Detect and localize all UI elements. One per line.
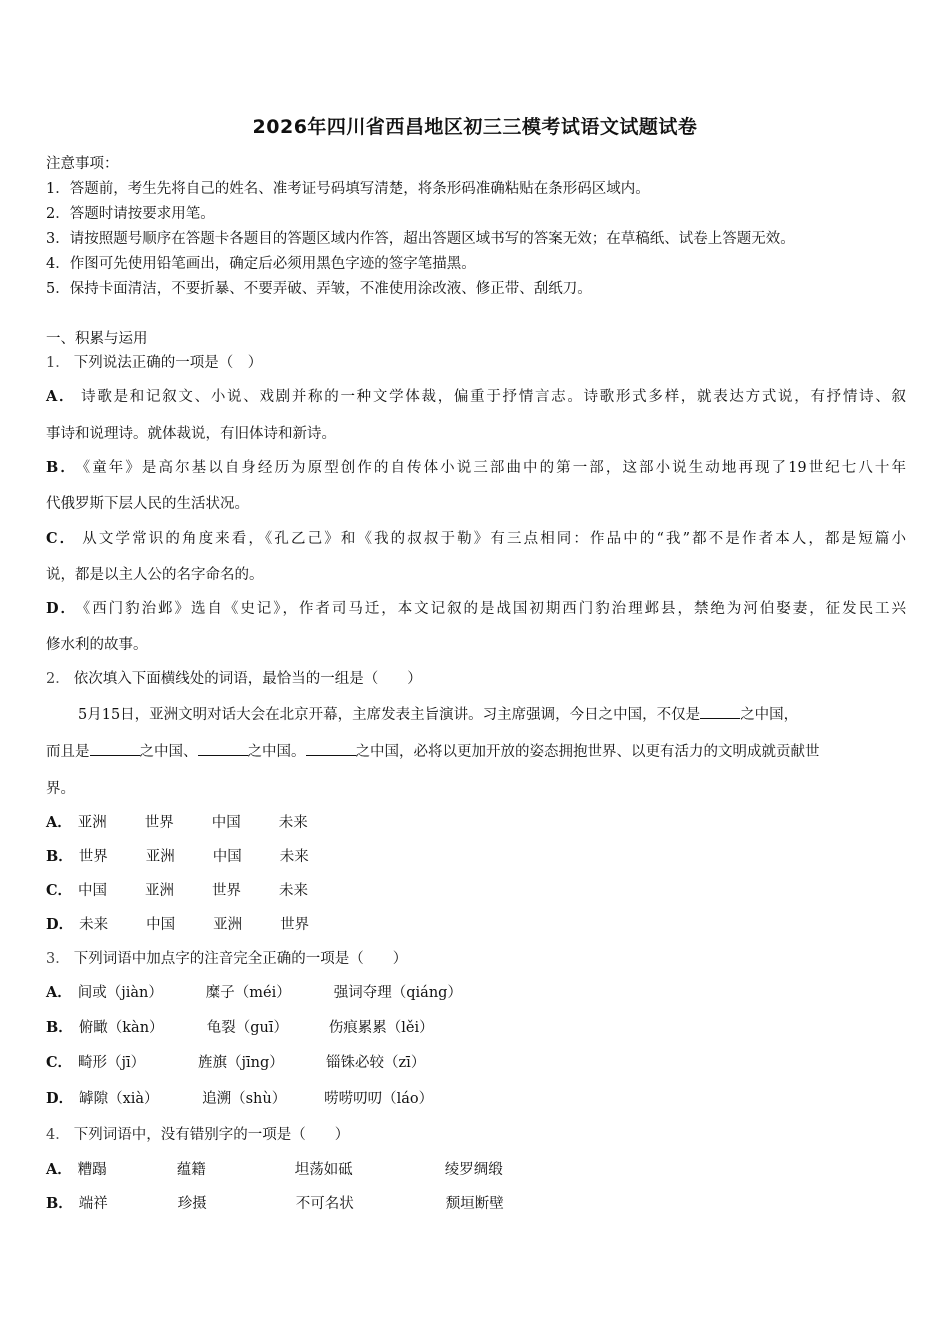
option-letter: A． bbox=[46, 1161, 72, 1178]
fill-blank bbox=[306, 741, 356, 756]
question-text: 依次填入下面横线处的词语，最恰当的一组是（ ） bbox=[73, 671, 422, 687]
option-word: 追溯（shù） bbox=[202, 1091, 287, 1107]
option-letter: C． bbox=[46, 882, 73, 899]
option-word: 未来 bbox=[279, 883, 309, 899]
option-text: 《西门豹治邺》选自《史记》，作者司马迁，本文记叙的是战国初期西门豹治理邺县，禁绝为河伯娶妻，征发民工兴 bbox=[83, 601, 906, 617]
q3-option-d bbox=[46, 1087, 906, 1108]
option-word: 间或（jiàn） bbox=[77, 985, 163, 1001]
option-letter: B． bbox=[46, 848, 73, 865]
option-word: 强词夺理（qiáng） bbox=[333, 985, 462, 1001]
option-word: 畸形（jī） bbox=[78, 1055, 146, 1071]
notice-item: 5．保持卡面清洁，不要折暴、不要弄破、弄皱，不准使用涂改液、修正带、刮纸刀。 bbox=[46, 281, 592, 297]
option-letter: C． bbox=[46, 530, 77, 547]
question-text: 下列词语中加点字的注音完全正确的一项是（ ） bbox=[73, 951, 408, 967]
question-3-stem bbox=[46, 947, 906, 968]
option-word: 未来 bbox=[79, 917, 109, 933]
page-title: 2026年四川省西昌地区初三三模考试语文试题试卷 bbox=[252, 116, 698, 138]
option-word: 罅隙（xià） bbox=[79, 1091, 159, 1107]
option-word: 旌旗（jīng） bbox=[198, 1055, 284, 1071]
fill-blank bbox=[198, 741, 248, 756]
notice-heading: 注意事项： bbox=[46, 156, 119, 172]
option-word: 坦荡如砥 bbox=[294, 1162, 353, 1178]
question-1-stem bbox=[46, 351, 906, 372]
q2-option-d bbox=[46, 913, 906, 934]
option-letter: C． bbox=[46, 1054, 73, 1071]
option-letter: D． bbox=[46, 1090, 74, 1107]
option-word: 中国 bbox=[212, 849, 242, 865]
q1-option-d-line2: 修水利的故事。 bbox=[46, 637, 148, 653]
q1-option-b-line1 bbox=[46, 456, 906, 477]
q1-option-d-line1 bbox=[46, 597, 906, 618]
question-number: 2． bbox=[46, 671, 70, 687]
option-word: 世界 bbox=[78, 849, 108, 865]
option-word: 未来 bbox=[278, 815, 308, 831]
q2-option-b bbox=[46, 845, 906, 866]
option-word: 糟蹋 bbox=[77, 1162, 107, 1178]
option-letter: B． bbox=[46, 1195, 73, 1212]
fill-blank bbox=[700, 704, 740, 719]
option-word: 绫罗绸缎 bbox=[444, 1162, 503, 1178]
option-letter: A． bbox=[46, 984, 72, 1001]
option-word: 世界 bbox=[212, 883, 242, 899]
q3-option-c bbox=[46, 1051, 906, 1072]
passage-text: 之中国， bbox=[740, 707, 799, 723]
question-4-stem bbox=[46, 1123, 906, 1144]
question-number: 3． bbox=[46, 951, 70, 967]
q1-option-c-line1 bbox=[46, 527, 906, 548]
option-word: 中国 bbox=[146, 917, 176, 933]
option-word: 亚洲 bbox=[77, 815, 107, 831]
passage-text: 之中国、 bbox=[139, 744, 198, 760]
passage-text: 5月15日，亚洲文明对话大会在北京开幕，主席发表主旨演讲。习主席强调，今日之中国，不仅是 bbox=[78, 707, 701, 723]
option-word: 亚洲 bbox=[213, 917, 243, 933]
fill-blank bbox=[90, 741, 140, 756]
option-text: 诗歌是和记叙文、小说、戏剧并称的一种文学体裁，偏重于抒情言志。诗歌形式多样，就表达方式说，有抒情诗、叙 bbox=[81, 389, 906, 405]
q2-passage-line3: 界。 bbox=[46, 781, 75, 797]
passage-text: 而且是 bbox=[46, 744, 90, 760]
option-word: 未来 bbox=[279, 849, 309, 865]
question-number: 4． bbox=[46, 1127, 70, 1143]
option-letter: A． bbox=[46, 388, 76, 405]
option-word: 端祥 bbox=[78, 1196, 108, 1212]
option-letter: A． bbox=[46, 814, 72, 831]
option-word: 中国 bbox=[78, 883, 108, 899]
option-text: 《童年》是高尔基以自身经历为原型创作的自传体小说三部曲中的第一部，这部小说生动地再现了19世纪七八十年 bbox=[82, 460, 906, 476]
option-word: 俯瞰（kàn） bbox=[78, 1020, 164, 1036]
q1-option-b-line2: 代俄罗斯下层人民的生活状况。 bbox=[46, 496, 249, 512]
option-word: 糜子（méi） bbox=[205, 985, 291, 1001]
option-word: 亚洲 bbox=[145, 883, 175, 899]
option-word: 蕴籍 bbox=[176, 1162, 206, 1178]
q4-option-b bbox=[46, 1192, 906, 1213]
q3-option-a bbox=[46, 981, 906, 1002]
option-word: 不可名状 bbox=[295, 1196, 354, 1212]
notice-item: 1．答题前，考生先将自己的姓名、准考证号码填写清楚，将条形码准确粘贴在条形码区域内。 bbox=[46, 181, 650, 197]
option-letter: D． bbox=[46, 600, 77, 617]
question-2-stem bbox=[46, 667, 906, 688]
option-word: 颓垣断壁 bbox=[445, 1196, 504, 1212]
q1-option-c-line2: 说，都是以主人公的名字命名的。 bbox=[46, 567, 264, 583]
option-letter: D． bbox=[46, 916, 74, 933]
passage-text: 之中国，必将以更加开放的姿态拥抱世界、以更有活力的文明成就贡献世 bbox=[355, 744, 820, 760]
option-text: 从文学常识的角度来看，《孔乙己》和《我的叔叔于勒》有三点相同：作品中的“我”都不是作者本人，都是短篇小 bbox=[82, 531, 907, 547]
option-word: 中国 bbox=[211, 815, 241, 831]
option-word: 珍摄 bbox=[177, 1196, 207, 1212]
option-word: 伤痕累累（lěi） bbox=[328, 1020, 434, 1036]
option-word: 唠唠叨叨（láo） bbox=[324, 1091, 434, 1107]
option-word: 世界 bbox=[144, 815, 174, 831]
section-heading: 一、积累与运用 bbox=[46, 331, 148, 347]
question-text: 下列说法正确的一项是（ ） bbox=[73, 355, 263, 371]
q4-option-a bbox=[46, 1158, 906, 1179]
q1-option-a-line1 bbox=[46, 385, 906, 406]
q2-passage-line2 bbox=[46, 740, 906, 761]
question-text: 下列词语中，没有错别字的一项是（ ） bbox=[73, 1127, 350, 1143]
notice-item: 2．答题时请按要求用笔。 bbox=[46, 206, 215, 222]
option-word: 龟裂（guī） bbox=[206, 1020, 289, 1036]
question-number: 1． bbox=[46, 355, 70, 371]
q2-option-c bbox=[46, 879, 906, 900]
option-word: 世界 bbox=[280, 917, 310, 933]
option-word: 亚洲 bbox=[145, 849, 175, 865]
passage-text: 之中国。 bbox=[247, 744, 306, 760]
option-letter: B． bbox=[46, 459, 77, 476]
q1-option-a-line2: 事诗和说理诗。就体裁说，有旧体诗和新诗。 bbox=[46, 426, 336, 442]
option-letter: B． bbox=[46, 1019, 73, 1036]
q2-option-a bbox=[46, 811, 906, 832]
q2-passage-line1 bbox=[78, 703, 906, 724]
notice-item: 3．请按照题号顺序在答题卡各题目的答题区域内作答，超出答题区域书写的答案无效；在草稿纸、试卷上答题无效。 bbox=[46, 231, 795, 247]
q3-option-b bbox=[46, 1016, 906, 1037]
option-word: 锱铢必较（zī） bbox=[326, 1055, 426, 1071]
notice-item: 4．作图可先使用铅笔画出，确定后必须用黑色字迹的签字笔描黑。 bbox=[46, 256, 476, 272]
